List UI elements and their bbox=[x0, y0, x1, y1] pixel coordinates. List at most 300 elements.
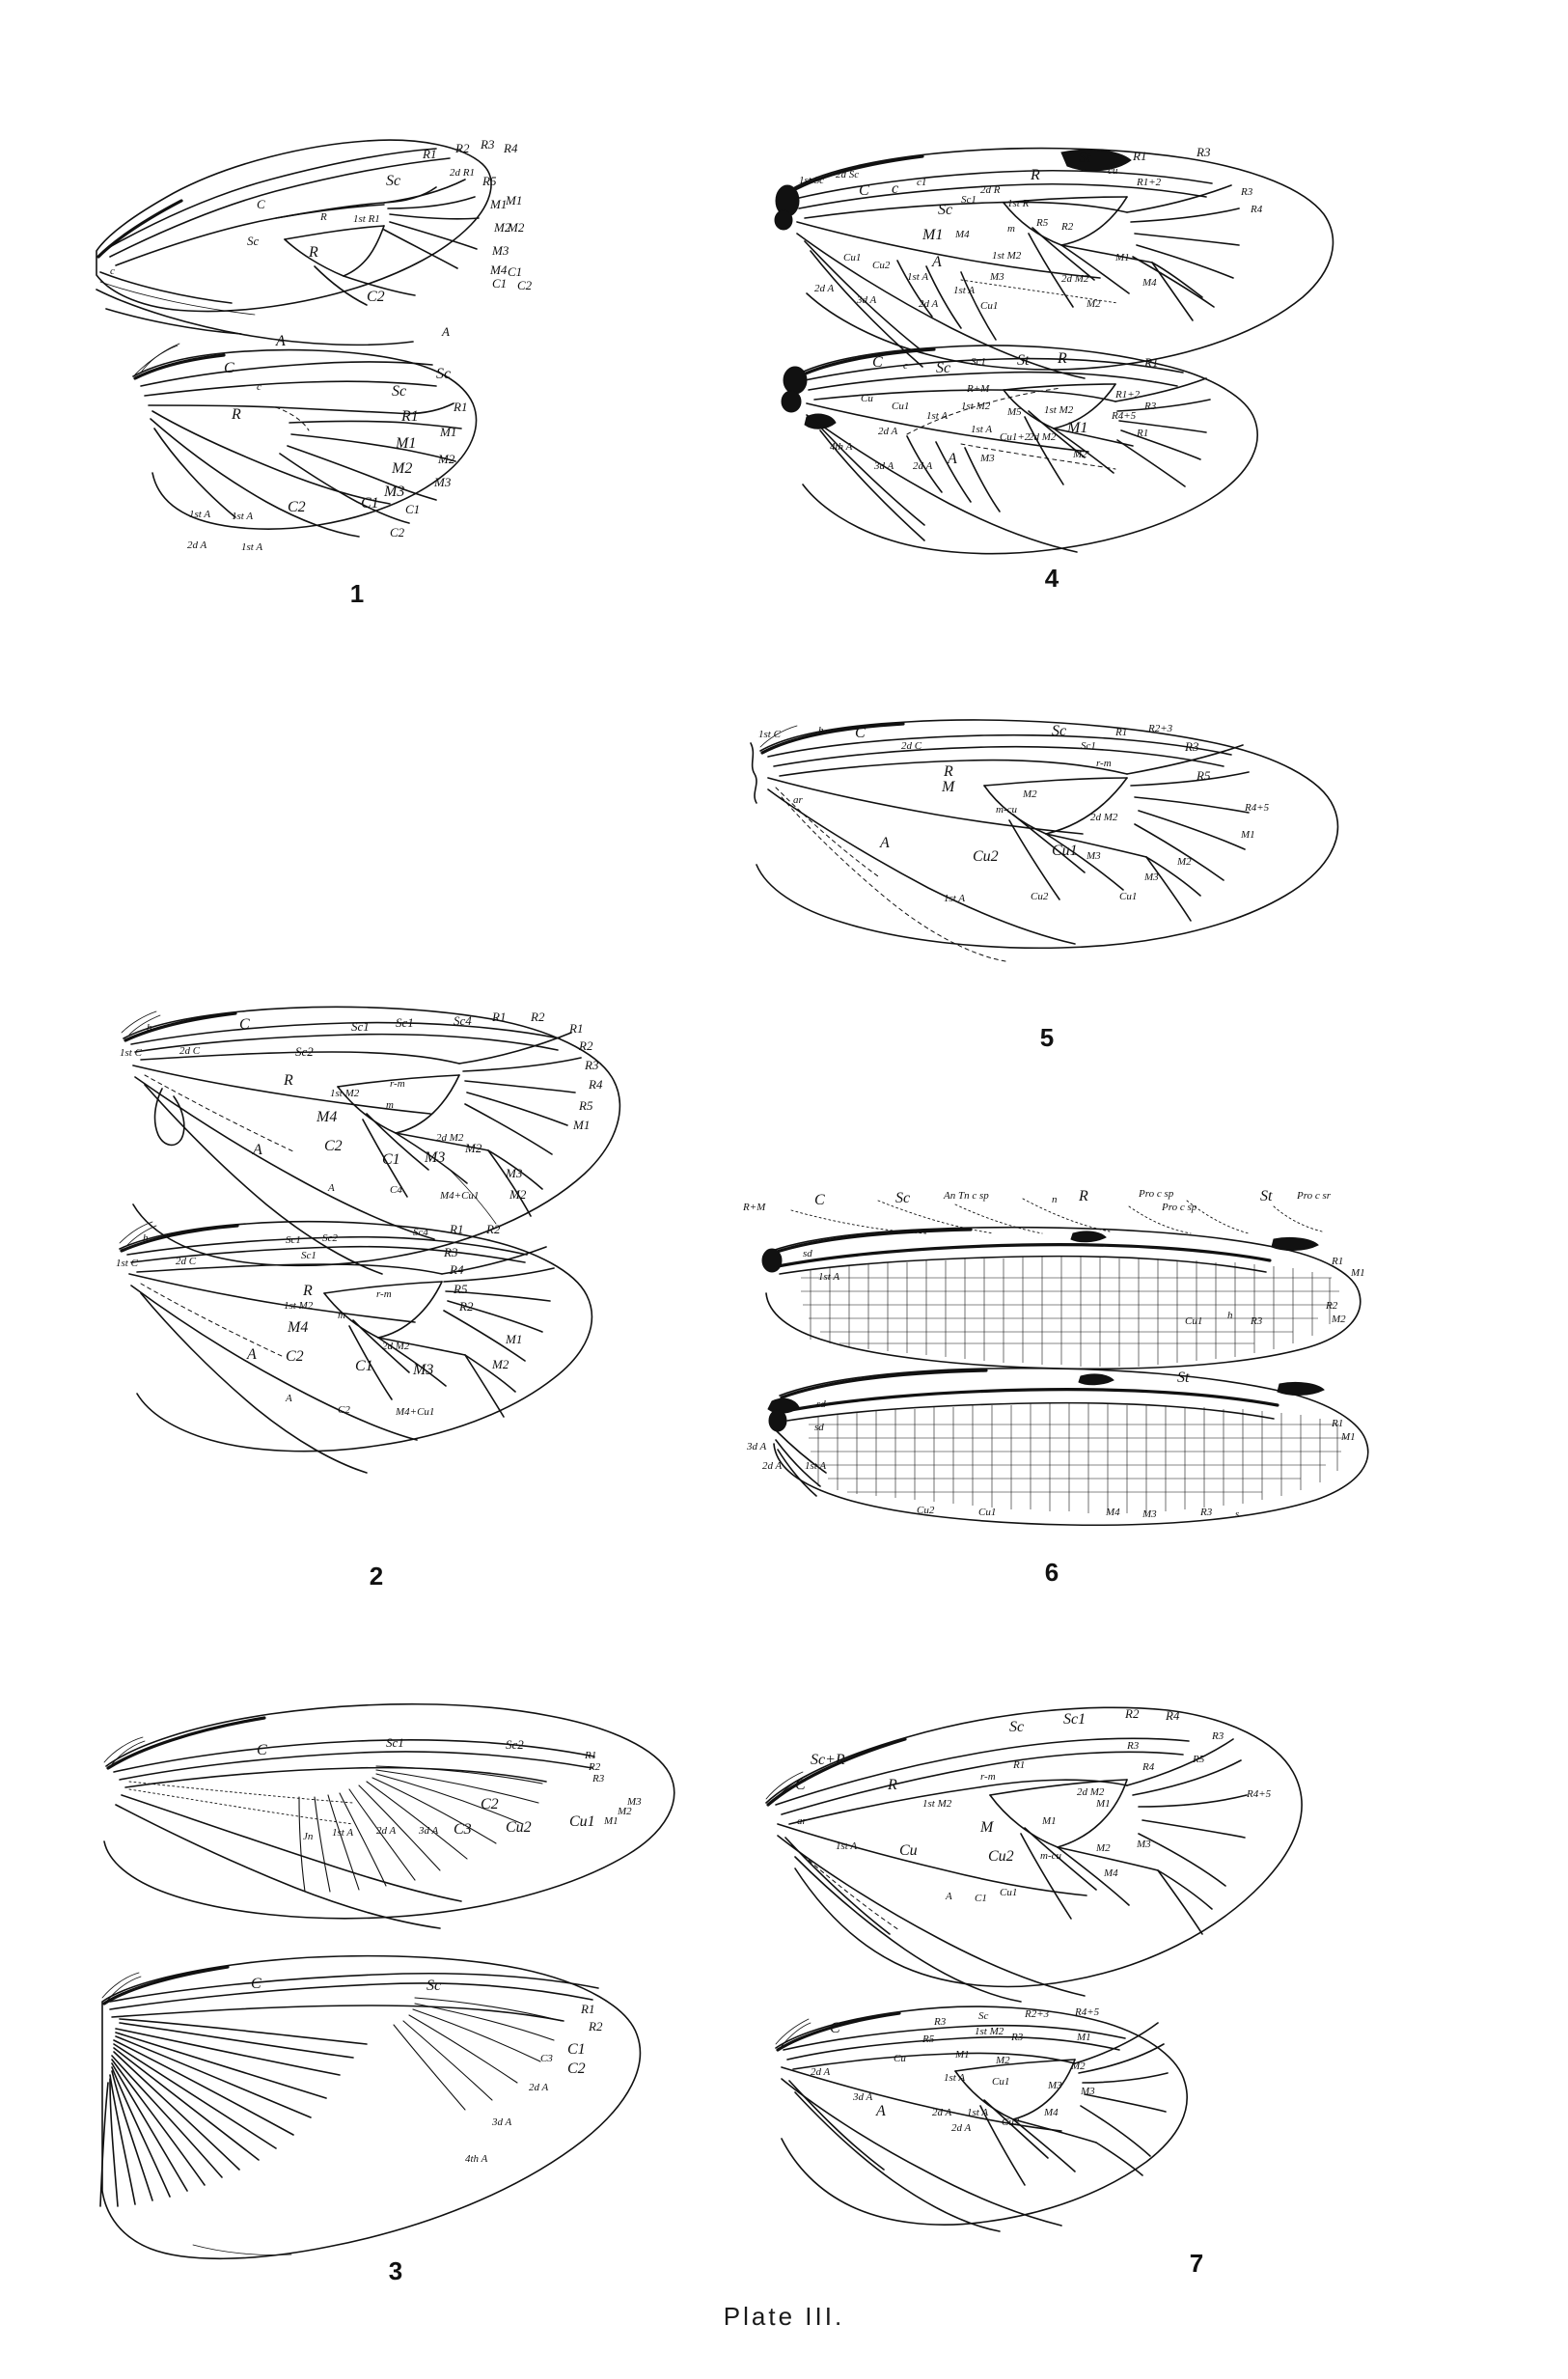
svg-text:C: C bbox=[251, 1976, 261, 1992]
svg-text:St: St bbox=[1260, 1188, 1273, 1204]
svg-text:2d Sc: 2d Sc bbox=[836, 169, 860, 180]
svg-text:M2: M2 bbox=[508, 220, 525, 235]
svg-text:M1: M1 bbox=[506, 1332, 523, 1346]
svg-text:R3: R3 bbox=[1241, 186, 1253, 198]
svg-text:A: A bbox=[247, 1346, 257, 1363]
svg-text:R2: R2 bbox=[589, 1761, 601, 1773]
svg-text:R3: R3 bbox=[934, 2016, 947, 2028]
svg-text:2d M2: 2d M2 bbox=[1029, 431, 1057, 443]
svg-text:1st A: 1st A bbox=[241, 541, 263, 553]
svg-text:m: m bbox=[1007, 223, 1015, 235]
svg-text:R: R bbox=[303, 1283, 313, 1299]
svg-text:C: C bbox=[795, 1777, 806, 1793]
figure-1-number: 1 bbox=[349, 579, 365, 608]
svg-text:Sc: Sc bbox=[936, 360, 951, 376]
svg-text:Sc: Sc bbox=[426, 1978, 442, 1994]
svg-text:R2+3: R2+3 bbox=[1025, 2008, 1050, 2020]
svg-text:R5: R5 bbox=[482, 174, 497, 188]
svg-text:M3: M3 bbox=[990, 271, 1004, 283]
svg-text:Sc1: Sc1 bbox=[1081, 740, 1096, 752]
svg-text:Sc1: Sc1 bbox=[1063, 1711, 1087, 1728]
svg-text:C2: C2 bbox=[338, 1404, 350, 1416]
svg-text:M3: M3 bbox=[1137, 1839, 1151, 1850]
svg-text:2d R1: 2d R1 bbox=[450, 167, 475, 179]
svg-text:c: c bbox=[903, 360, 908, 372]
svg-text:M1: M1 bbox=[1115, 252, 1130, 263]
svg-text:Sc: Sc bbox=[436, 366, 452, 382]
svg-text:A: A bbox=[286, 1393, 292, 1404]
svg-text:R1: R1 bbox=[585, 1750, 597, 1761]
svg-text:Cu1: Cu1 bbox=[569, 1813, 595, 1830]
svg-text:R3: R3 bbox=[1011, 2032, 1024, 2043]
svg-text:R4: R4 bbox=[450, 1262, 464, 1277]
svg-text:M4: M4 bbox=[1142, 277, 1157, 289]
svg-text:M3: M3 bbox=[506, 1166, 523, 1180]
svg-text:C: C bbox=[830, 2020, 840, 2036]
svg-text:2d A: 2d A bbox=[932, 2107, 952, 2118]
svg-text:c: c bbox=[110, 265, 115, 277]
svg-text:A: A bbox=[442, 324, 450, 339]
svg-text:A: A bbox=[880, 835, 890, 851]
svg-text:M1: M1 bbox=[955, 2049, 970, 2061]
svg-text:Sc4: Sc4 bbox=[454, 1013, 472, 1028]
svg-text:M1: M1 bbox=[1341, 1431, 1356, 1443]
svg-text:2d M2: 2d M2 bbox=[1090, 812, 1118, 823]
svg-text:Cu1+2: Cu1+2 bbox=[1000, 431, 1031, 443]
svg-text:M4: M4 bbox=[1044, 2107, 1059, 2118]
svg-text:R1: R1 bbox=[450, 1222, 464, 1236]
svg-text:R3: R3 bbox=[592, 1773, 605, 1784]
svg-text:Sc4: Sc4 bbox=[413, 1227, 428, 1238]
svg-text:h: h bbox=[143, 1232, 149, 1244]
svg-text:M4: M4 bbox=[490, 263, 508, 277]
svg-text:Pro c sr: Pro c sr bbox=[1297, 1190, 1332, 1202]
svg-text:Sc2: Sc2 bbox=[506, 1737, 524, 1752]
svg-text:C: C bbox=[855, 725, 866, 741]
svg-text:Sc1: Sc1 bbox=[301, 1250, 316, 1261]
svg-text:R1: R1 bbox=[569, 1021, 584, 1036]
svg-text:2d C: 2d C bbox=[179, 1045, 201, 1057]
svg-text:St: St bbox=[1177, 1369, 1190, 1386]
svg-text:ar: ar bbox=[797, 1815, 807, 1827]
svg-text:sd: sd bbox=[803, 1248, 812, 1259]
svg-text:M1: M1 bbox=[573, 1118, 591, 1132]
svg-text:A: A bbox=[876, 2103, 886, 2119]
svg-text:sd: sd bbox=[816, 1398, 826, 1410]
figure-3-wings bbox=[87, 1670, 753, 2297]
svg-text:R1: R1 bbox=[454, 400, 468, 414]
svg-text:2d A: 2d A bbox=[814, 283, 835, 294]
svg-text:R1: R1 bbox=[401, 408, 419, 425]
figure-5-wing bbox=[743, 705, 1370, 975]
svg-text:M2: M2 bbox=[996, 2055, 1010, 2066]
svg-text:R5: R5 bbox=[922, 2033, 935, 2045]
figure-7-wings bbox=[753, 1679, 1351, 2287]
svg-text:M3: M3 bbox=[1144, 871, 1159, 883]
svg-text:Jn: Jn bbox=[303, 1831, 314, 1842]
svg-text:M2: M2 bbox=[465, 1141, 482, 1155]
svg-text:M3: M3 bbox=[1081, 2086, 1095, 2097]
svg-text:Sc1: Sc1 bbox=[386, 1735, 404, 1750]
svg-text:M3: M3 bbox=[413, 1362, 434, 1378]
svg-text:R3: R3 bbox=[1144, 401, 1157, 412]
svg-text:R4: R4 bbox=[589, 1077, 603, 1092]
svg-text:1st R1: 1st R1 bbox=[353, 213, 380, 225]
svg-text:R3: R3 bbox=[1251, 1315, 1263, 1327]
svg-text:R4: R4 bbox=[504, 141, 518, 155]
svg-text:M3: M3 bbox=[492, 243, 509, 258]
svg-text:1st M2: 1st M2 bbox=[992, 250, 1022, 262]
svg-text:R: R bbox=[284, 1072, 293, 1089]
svg-text:2d A: 2d A bbox=[187, 539, 207, 551]
svg-text:C2: C2 bbox=[288, 499, 306, 515]
svg-text:M1: M1 bbox=[1351, 1267, 1365, 1279]
svg-text:R2: R2 bbox=[531, 1010, 545, 1024]
svg-text:C: C bbox=[257, 197, 265, 211]
svg-text:M2: M2 bbox=[392, 460, 413, 477]
svg-text:Sc1: Sc1 bbox=[351, 1019, 370, 1034]
svg-text:C1: C1 bbox=[361, 495, 379, 512]
svg-text:M5: M5 bbox=[1007, 406, 1022, 418]
svg-text:R4+5: R4+5 bbox=[1075, 2006, 1100, 2018]
svg-text:R: R bbox=[1079, 1188, 1088, 1204]
svg-text:M3: M3 bbox=[434, 475, 452, 489]
svg-text:2d M2: 2d M2 bbox=[1077, 1786, 1105, 1798]
svg-text:R2: R2 bbox=[1125, 1706, 1140, 1721]
svg-text:M1: M1 bbox=[1241, 829, 1255, 841]
svg-text:Pro c sp: Pro c sp bbox=[1162, 1202, 1197, 1213]
svg-text:s: s bbox=[1235, 1508, 1240, 1520]
svg-text:Cu2: Cu2 bbox=[988, 1848, 1014, 1865]
svg-text:1st M2: 1st M2 bbox=[1044, 404, 1074, 416]
svg-text:3d A: 3d A bbox=[747, 1441, 767, 1452]
svg-text:2d M2: 2d M2 bbox=[436, 1132, 464, 1144]
svg-text:A: A bbox=[276, 333, 286, 349]
svg-text:M1: M1 bbox=[1067, 420, 1088, 436]
svg-text:3d A: 3d A bbox=[419, 1825, 439, 1837]
svg-text:C1: C1 bbox=[567, 2041, 586, 2058]
svg-text:R1: R1 bbox=[1133, 149, 1147, 163]
svg-text:1st M2: 1st M2 bbox=[975, 2026, 1004, 2037]
svg-text:3d A: 3d A bbox=[492, 2116, 512, 2128]
svg-text:2d A: 2d A bbox=[919, 298, 939, 310]
svg-text:Cu1: Cu1 bbox=[978, 1507, 997, 1518]
svg-text:M3: M3 bbox=[627, 1796, 642, 1808]
svg-text:Cu: Cu bbox=[861, 393, 873, 404]
svg-text:Sc: Sc bbox=[895, 1190, 911, 1206]
svg-text:r-m: r-m bbox=[390, 1078, 405, 1090]
svg-text:Sc: Sc bbox=[1009, 1719, 1025, 1735]
figure-3-number: 3 bbox=[388, 2256, 403, 2285]
figure-7-number: 7 bbox=[1189, 2249, 1204, 2278]
figure-4-wings bbox=[772, 125, 1389, 560]
svg-text:M3: M3 bbox=[1142, 1508, 1157, 1520]
svg-text:St: St bbox=[1079, 150, 1091, 166]
svg-text:Cu1: Cu1 bbox=[892, 401, 910, 412]
svg-text:R4: R4 bbox=[1251, 204, 1263, 215]
svg-text:C3: C3 bbox=[540, 2053, 553, 2064]
svg-text:R2: R2 bbox=[459, 1299, 474, 1314]
svg-text:Cu2: Cu2 bbox=[917, 1505, 935, 1516]
svg-text:A: A bbox=[328, 1182, 335, 1194]
svg-text:1st Sc: 1st Sc bbox=[799, 175, 824, 186]
svg-text:M4: M4 bbox=[1106, 1507, 1120, 1518]
svg-text:R2+3: R2+3 bbox=[1148, 723, 1173, 734]
svg-text:2d A: 2d A bbox=[529, 2082, 549, 2093]
svg-text:r-m: r-m bbox=[1096, 758, 1112, 769]
svg-text:C: C bbox=[872, 354, 883, 371]
svg-text:2d C: 2d C bbox=[901, 740, 922, 752]
svg-text:h: h bbox=[1227, 1310, 1233, 1321]
svg-text:R: R bbox=[1058, 350, 1067, 367]
svg-text:M1: M1 bbox=[604, 1815, 619, 1827]
svg-text:C1: C1 bbox=[382, 1151, 400, 1168]
svg-text:c: c bbox=[892, 180, 899, 197]
svg-text:R: R bbox=[320, 211, 327, 223]
svg-text:R1: R1 bbox=[492, 1010, 507, 1024]
svg-text:Cu1: Cu1 bbox=[1185, 1315, 1203, 1327]
svg-text:Cu2: Cu2 bbox=[506, 1819, 532, 1836]
svg-text:R2: R2 bbox=[455, 141, 470, 155]
svg-text:R3: R3 bbox=[444, 1245, 458, 1259]
figure-1-wings bbox=[77, 68, 618, 579]
svg-text:M1: M1 bbox=[922, 227, 944, 243]
svg-text:M4: M4 bbox=[1104, 1867, 1118, 1879]
svg-text:Sc: Sc bbox=[386, 173, 401, 189]
svg-text:M2: M2 bbox=[1087, 298, 1101, 310]
svg-text:C: C bbox=[224, 360, 234, 376]
svg-text:C4: C4 bbox=[390, 1184, 402, 1196]
svg-text:Cu: Cu bbox=[899, 1842, 918, 1859]
svg-text:R5: R5 bbox=[1193, 1754, 1205, 1765]
svg-text:M1: M1 bbox=[1077, 2032, 1091, 2043]
svg-text:R1: R1 bbox=[1115, 727, 1128, 738]
svg-text:Sc1: Sc1 bbox=[396, 1015, 414, 1030]
svg-text:M2: M2 bbox=[509, 1187, 527, 1202]
svg-text:2d A: 2d A bbox=[376, 1825, 397, 1837]
svg-text:R5: R5 bbox=[579, 1098, 593, 1113]
svg-text:R1: R1 bbox=[581, 2002, 595, 2016]
svg-text:M2: M2 bbox=[492, 1357, 509, 1371]
svg-text:R4: R4 bbox=[1166, 1708, 1180, 1723]
svg-text:3d A: 3d A bbox=[853, 2091, 873, 2103]
svg-text:2d A: 2d A bbox=[913, 460, 933, 472]
svg-text:St: St bbox=[1017, 352, 1030, 369]
svg-text:M: M bbox=[942, 779, 955, 795]
svg-text:R: R bbox=[309, 244, 318, 261]
svg-text:C: C bbox=[257, 1742, 267, 1758]
svg-text:C2: C2 bbox=[367, 289, 385, 305]
svg-text:1st A: 1st A bbox=[971, 424, 993, 435]
svg-text:R5: R5 bbox=[454, 1282, 468, 1296]
svg-text:M: M bbox=[980, 1819, 994, 1836]
svg-text:h: h bbox=[147, 1022, 152, 1034]
svg-text:2d R: 2d R bbox=[980, 184, 1001, 196]
plate-caption: Plate III. bbox=[723, 2302, 845, 2331]
svg-text:M2: M2 bbox=[494, 220, 511, 235]
svg-text:Sc1: Sc1 bbox=[286, 1234, 301, 1246]
svg-text:Cu1: Cu1 bbox=[980, 300, 999, 312]
svg-text:R4: R4 bbox=[1142, 1761, 1155, 1773]
svg-text:1st A: 1st A bbox=[907, 271, 929, 283]
svg-text:Sc2: Sc2 bbox=[295, 1044, 314, 1059]
svg-text:Cu1: Cu1 bbox=[843, 252, 862, 263]
svg-text:1st A: 1st A bbox=[805, 1460, 827, 1472]
svg-text:1st M2: 1st M2 bbox=[284, 1300, 314, 1312]
svg-text:1st R: 1st R bbox=[1007, 198, 1030, 209]
svg-text:R: R bbox=[944, 763, 953, 780]
svg-text:M2: M2 bbox=[1023, 788, 1037, 800]
svg-text:c1: c1 bbox=[917, 177, 927, 188]
svg-text:Pro c sp: Pro c sp bbox=[1139, 1188, 1174, 1200]
svg-text:Cu: Cu bbox=[894, 2053, 906, 2064]
svg-text:R1: R1 bbox=[1137, 428, 1149, 439]
svg-text:R3: R3 bbox=[1197, 145, 1211, 159]
svg-text:m: m bbox=[338, 1310, 345, 1321]
svg-text:M2: M2 bbox=[1073, 449, 1087, 460]
svg-text:Sc2: Sc2 bbox=[322, 1232, 338, 1244]
svg-text:2d A: 2d A bbox=[762, 1460, 783, 1472]
svg-text:M3: M3 bbox=[1048, 2080, 1062, 2091]
svg-text:1st A: 1st A bbox=[818, 1271, 840, 1283]
svg-text:R3: R3 bbox=[1212, 1730, 1224, 1742]
svg-text:C2: C2 bbox=[517, 278, 533, 292]
svg-text:A: A bbox=[253, 1142, 262, 1158]
svg-text:Cu1: Cu1 bbox=[992, 2076, 1010, 2088]
svg-text:M1: M1 bbox=[440, 425, 457, 439]
svg-text:1st M2: 1st M2 bbox=[922, 1798, 952, 1810]
svg-text:M4+Cu1: M4+Cu1 bbox=[396, 1406, 435, 1418]
svg-text:Sc: Sc bbox=[247, 234, 260, 248]
svg-text:4th A: 4th A bbox=[465, 2153, 488, 2165]
svg-text:2d C: 2d C bbox=[176, 1256, 197, 1267]
svg-text:R5: R5 bbox=[1197, 768, 1211, 783]
svg-text:Cu2: Cu2 bbox=[973, 848, 999, 865]
svg-text:n: n bbox=[1052, 1194, 1058, 1205]
svg-text:R2: R2 bbox=[1326, 1300, 1338, 1312]
svg-text:1st A: 1st A bbox=[926, 410, 949, 422]
svg-text:C2: C2 bbox=[481, 1796, 499, 1812]
svg-text:R2: R2 bbox=[486, 1222, 501, 1236]
svg-text:R2: R2 bbox=[589, 2019, 603, 2033]
svg-text:R3: R3 bbox=[1185, 739, 1199, 754]
svg-text:R: R bbox=[1031, 167, 1040, 183]
svg-text:C2: C2 bbox=[324, 1138, 343, 1154]
svg-text:cu: cu bbox=[1108, 165, 1118, 177]
svg-text:1st C: 1st C bbox=[758, 729, 781, 740]
svg-text:2d A: 2d A bbox=[878, 426, 898, 437]
svg-text:1st M2: 1st M2 bbox=[330, 1088, 360, 1099]
svg-text:C1: C1 bbox=[355, 1358, 373, 1374]
svg-text:M2: M2 bbox=[1096, 1842, 1111, 1854]
svg-text:2d M2: 2d M2 bbox=[1061, 273, 1089, 285]
svg-text:1st A: 1st A bbox=[944, 2072, 966, 2084]
svg-text:m-cu: m-cu bbox=[1040, 1850, 1061, 1862]
svg-text:R: R bbox=[232, 406, 241, 423]
svg-text:M3: M3 bbox=[1087, 850, 1101, 862]
svg-text:1st A: 1st A bbox=[189, 509, 211, 520]
svg-text:1st A: 1st A bbox=[836, 1840, 858, 1852]
svg-text:1st A: 1st A bbox=[967, 2107, 989, 2118]
svg-text:C: C bbox=[239, 1016, 250, 1033]
svg-text:R4+5: R4+5 bbox=[1245, 802, 1270, 814]
svg-text:R4+5: R4+5 bbox=[1247, 1788, 1272, 1800]
svg-text:M2: M2 bbox=[438, 452, 455, 466]
figure-6-number: 6 bbox=[1044, 1558, 1059, 1587]
svg-text:Sc: Sc bbox=[978, 2010, 989, 2022]
svg-text:R3: R3 bbox=[585, 1058, 599, 1072]
svg-text:1st A: 1st A bbox=[232, 511, 254, 522]
svg-text:ar: ar bbox=[793, 794, 803, 806]
svg-text:C1: C1 bbox=[508, 264, 523, 279]
svg-text:c: c bbox=[257, 381, 261, 393]
svg-text:R1+2: R1+2 bbox=[1137, 177, 1162, 188]
svg-text:Cu2: Cu2 bbox=[1031, 891, 1049, 902]
svg-text:C: C bbox=[814, 1192, 825, 1208]
svg-text:m: m bbox=[386, 1099, 394, 1111]
svg-text:R4+5: R4+5 bbox=[1112, 410, 1137, 422]
svg-text:M1: M1 bbox=[1096, 1798, 1111, 1810]
svg-text:C1: C1 bbox=[975, 1893, 987, 1904]
svg-text:r-m: r-m bbox=[376, 1288, 392, 1300]
svg-text:C2: C2 bbox=[390, 525, 405, 539]
figure-2-wings bbox=[106, 984, 714, 1525]
svg-text:M3: M3 bbox=[980, 453, 995, 464]
svg-text:R1+2: R1+2 bbox=[1115, 389, 1141, 401]
svg-text:R3: R3 bbox=[1200, 1507, 1213, 1518]
svg-text:C2: C2 bbox=[567, 2061, 586, 2077]
svg-text:Cu2: Cu2 bbox=[1002, 2116, 1020, 2128]
svg-text:R1: R1 bbox=[423, 147, 437, 161]
svg-text:R+M: R+M bbox=[967, 383, 990, 395]
svg-text:A: A bbox=[932, 254, 942, 270]
svg-text:m-cu: m-cu bbox=[996, 804, 1017, 816]
svg-text:M3: M3 bbox=[425, 1149, 446, 1166]
figure-2-number: 2 bbox=[369, 1562, 384, 1591]
svg-text:R1: R1 bbox=[1144, 355, 1159, 370]
svg-text:R5: R5 bbox=[1036, 217, 1049, 229]
svg-text:A: A bbox=[948, 451, 957, 467]
svg-text:3d A: 3d A bbox=[874, 460, 894, 472]
svg-text:C3: C3 bbox=[454, 1821, 472, 1838]
svg-text:1st A: 1st A bbox=[332, 1827, 354, 1839]
svg-text:M2: M2 bbox=[1177, 856, 1192, 868]
svg-text:M1: M1 bbox=[396, 435, 417, 452]
svg-text:1st A: 1st A bbox=[953, 285, 976, 296]
svg-text:Sc1: Sc1 bbox=[961, 194, 977, 206]
svg-text:C2: C2 bbox=[286, 1348, 304, 1365]
svg-text:Sc1: Sc1 bbox=[971, 356, 986, 368]
svg-text:M2: M2 bbox=[618, 1806, 632, 1817]
svg-text:C1: C1 bbox=[492, 276, 508, 290]
svg-text:A: A bbox=[946, 1891, 952, 1902]
svg-text:R1: R1 bbox=[1332, 1418, 1344, 1429]
svg-text:R2: R2 bbox=[1061, 221, 1074, 233]
svg-text:An Tn c sp: An Tn c sp bbox=[944, 1190, 989, 1202]
svg-text:1st C: 1st C bbox=[116, 1258, 138, 1269]
svg-text:1st A: 1st A bbox=[944, 893, 966, 904]
svg-text:Sc+R: Sc+R bbox=[811, 1752, 845, 1768]
svg-text:4th A: 4th A bbox=[830, 441, 853, 453]
svg-text:M2: M2 bbox=[1071, 2061, 1086, 2072]
svg-text:R2: R2 bbox=[579, 1038, 593, 1053]
svg-text:M1: M1 bbox=[506, 193, 523, 207]
svg-text:Sc: Sc bbox=[1052, 723, 1067, 739]
svg-text:Sc: Sc bbox=[938, 202, 953, 218]
svg-text:M4: M4 bbox=[316, 1109, 338, 1125]
figure-5-number: 5 bbox=[1039, 1023, 1055, 1052]
svg-text:3d A: 3d A bbox=[857, 294, 877, 306]
